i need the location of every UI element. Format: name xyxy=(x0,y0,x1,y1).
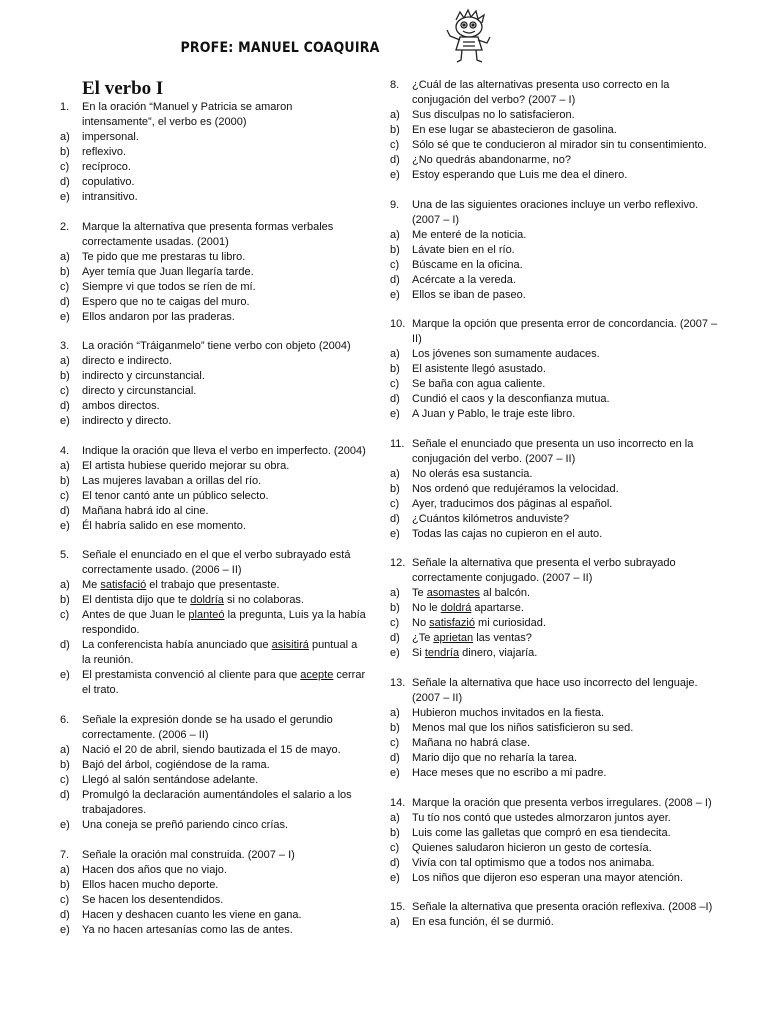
answer-option xyxy=(58,504,366,519)
option-text: El artista hubiese querido mejorar su obra. xyxy=(82,459,290,472)
answer-option xyxy=(388,646,726,661)
answer-option xyxy=(388,168,726,183)
option-text: Llegó al salón sentándose adelante. xyxy=(82,773,259,786)
question-item xyxy=(388,437,726,542)
option-text: Ellos andaron por las praderas. xyxy=(82,310,235,323)
answer-option xyxy=(388,915,726,930)
answer-option xyxy=(388,138,726,153)
option-text: No olerás esa sustancia. xyxy=(412,467,533,480)
option-text: directo e indirecto. xyxy=(82,355,172,368)
question-text xyxy=(58,548,366,578)
answer-option xyxy=(58,414,366,429)
question-prompt: Señale la expresión donde se ha usado el gerundio correctamente. (2006 – II) xyxy=(82,713,333,741)
option-letter: e) xyxy=(60,519,70,532)
option-letter: a) xyxy=(60,131,70,143)
option-text: Te asomastes al balcón. xyxy=(412,587,531,600)
option-text: indirecto y circunstancial. xyxy=(82,370,205,383)
question-item xyxy=(58,444,366,534)
answer-option xyxy=(58,773,366,788)
option-text: Él habría salido en ese momento. xyxy=(82,519,246,532)
question-prompt: Una de las siguientes oraciones incluye un verbo reflexivo. (2007 – I) xyxy=(412,198,699,226)
answer-option xyxy=(388,347,726,362)
answer-option xyxy=(388,123,726,138)
question-number: 8. xyxy=(390,79,400,91)
answer-option xyxy=(58,743,366,758)
option-text: Ellos se iban de paseo. xyxy=(412,288,526,301)
answer-option xyxy=(58,295,366,310)
question-item xyxy=(388,317,726,422)
answer-option xyxy=(388,527,726,542)
question-prompt: En la oración “Manuel y Patricia se amaron intensamente”, el verbo es (2000) xyxy=(82,101,293,128)
question-item xyxy=(58,713,366,833)
question-prompt: Señale la oración mal construida. (2007 – I) xyxy=(82,848,295,861)
option-text: ambos directos. xyxy=(82,400,160,413)
option-letter: a) xyxy=(60,355,70,368)
answer-option xyxy=(388,228,726,243)
option-letter: a) xyxy=(60,579,70,592)
question-number: 7. xyxy=(60,848,70,861)
question-text xyxy=(388,796,726,811)
answer-option xyxy=(58,265,366,280)
question-prompt: Señale la alternativa que hace uso incorrecto del lenguaje. (2007 – II) xyxy=(412,676,698,704)
option-letter: b) xyxy=(390,243,400,256)
option-text: Las mujeres lavaban a orillas del río. xyxy=(82,474,262,487)
answer-option xyxy=(58,489,366,504)
option-letter: b) xyxy=(60,474,70,487)
option-text: ¿No quedrás abandonarme, no? xyxy=(412,154,571,166)
option-text: Nos ordenó que redujéramos la velocidad. xyxy=(412,482,619,495)
answer-option xyxy=(388,586,726,601)
answer-option xyxy=(388,751,726,766)
option-letter: a) xyxy=(60,250,70,263)
option-text: Me satisfació el trabajo que presentaste. xyxy=(82,579,280,592)
answer-option xyxy=(388,108,726,123)
option-letter: c) xyxy=(60,489,70,502)
option-letter: d) xyxy=(60,639,70,652)
question-number: 14. xyxy=(390,796,406,809)
answer-option xyxy=(388,362,726,377)
option-letter: c) xyxy=(390,378,400,391)
answer-option xyxy=(58,190,366,205)
option-text: ¿Te aprietan las ventas? xyxy=(412,632,532,645)
answer-option xyxy=(58,130,366,145)
option-text: Antes de que Juan le planteó la pregunta, Luis ya la había respondido. xyxy=(82,609,366,637)
option-text: Sus disculpas no lo satisfacieron. xyxy=(412,109,575,121)
option-letter: d) xyxy=(60,908,70,921)
answer-option xyxy=(58,878,366,893)
question-text xyxy=(58,339,366,354)
option-letter: a) xyxy=(390,587,400,600)
option-text: Promulgó la declaración aumentándoles el salario a los trabajadores. xyxy=(82,788,352,816)
question-text xyxy=(58,100,366,130)
option-letter: e) xyxy=(60,415,70,428)
option-letter: c) xyxy=(390,736,400,749)
question-text xyxy=(58,444,366,459)
answer-option xyxy=(58,788,366,818)
option-letter: b) xyxy=(390,602,400,615)
option-letter: c) xyxy=(60,773,70,786)
question-text xyxy=(58,848,366,863)
option-text: El prestamista convenció al cliente para que acepte cerrar el trato. xyxy=(82,669,366,697)
option-letter: b) xyxy=(60,758,70,771)
option-letter: c) xyxy=(390,258,400,271)
option-text: A Juan y Pablo, le traje este libro. xyxy=(412,408,576,421)
question-number: 1. xyxy=(60,101,70,113)
option-text: copulativo. xyxy=(82,176,135,188)
question-item xyxy=(388,900,726,930)
answer-option xyxy=(388,841,726,856)
option-text: reflexivo. xyxy=(82,146,127,158)
option-text: Hace meses que no escribo a mi padre. xyxy=(412,766,607,779)
option-text: Estoy esperando que Luis me dea el dinero. xyxy=(412,169,628,181)
option-text: Mañana no habrá clase. xyxy=(412,736,531,749)
question-prompt: Señale la alternativa que presenta el verbo subrayado correctamente conjugado. (2007 – II) xyxy=(412,557,676,585)
answer-option xyxy=(388,243,726,258)
option-text: recíproco. xyxy=(82,161,131,173)
option-text: Acércate a la vereda. xyxy=(412,273,516,286)
answer-option xyxy=(58,175,366,190)
option-text: intransitivo. xyxy=(82,191,138,203)
option-letter: b) xyxy=(60,370,70,383)
cartoon-mascot-icon xyxy=(438,6,498,64)
answer-option xyxy=(388,407,726,422)
option-letter: a) xyxy=(390,467,400,480)
question-item xyxy=(58,100,366,205)
left-column xyxy=(58,78,366,952)
option-letter: e) xyxy=(390,169,400,181)
option-text: Ayer temía que Juan llegaría tarde. xyxy=(82,265,254,278)
question-item xyxy=(388,556,726,661)
option-text: impersonal. xyxy=(82,131,139,143)
question-number: 5. xyxy=(60,549,70,562)
option-letter: d) xyxy=(390,751,400,764)
option-letter: c) xyxy=(60,609,70,622)
answer-option xyxy=(388,706,726,721)
question-item xyxy=(388,676,726,781)
answer-option xyxy=(388,153,726,168)
option-text: No satisfazió mi curiosidad. xyxy=(412,617,546,630)
option-letter: d) xyxy=(390,393,400,406)
option-text: En esa función, él se durmió. xyxy=(412,916,554,929)
answer-option xyxy=(388,871,726,886)
option-text: Se baña con agua caliente. xyxy=(412,378,546,391)
page-title: El verbo I xyxy=(82,78,164,99)
option-text: ¿Cuántos kilómetros anduviste? xyxy=(412,512,570,525)
answer-option xyxy=(388,601,726,616)
option-letter: e) xyxy=(390,766,400,779)
option-text: El asistente llegó asustado. xyxy=(412,363,546,376)
option-text: No le doldrá apartarse. xyxy=(412,602,524,615)
option-text: Ellos hacen mucho deporte. xyxy=(82,878,219,891)
answer-option xyxy=(388,856,726,871)
answer-option xyxy=(58,608,366,638)
option-text: Nació el 20 de abril, siendo bautizada el 15 de mayo. xyxy=(82,743,341,756)
option-letter: e) xyxy=(60,191,70,203)
answer-option xyxy=(388,766,726,781)
option-letter: d) xyxy=(390,154,400,166)
question-number: 9. xyxy=(390,198,400,211)
question-item xyxy=(58,220,366,325)
question-list-right xyxy=(388,78,726,930)
question-list-left xyxy=(58,100,366,938)
option-letter: b) xyxy=(60,265,70,278)
option-text: Espero que no te caigas del muro. xyxy=(82,295,250,308)
question-number: 4. xyxy=(60,444,70,457)
question-text xyxy=(388,676,726,706)
answer-option xyxy=(58,818,366,833)
option-text: Menos mal que los niños satisficieron su sed. xyxy=(412,721,634,734)
option-letter: a) xyxy=(60,459,70,472)
option-text: El tenor cantó ante un público selecto. xyxy=(82,489,269,502)
question-prompt: Indique la oración que lleva el verbo en imperfecto. (2004) xyxy=(82,444,366,457)
question-text xyxy=(388,78,726,108)
answer-option xyxy=(388,811,726,826)
question-number: 15. xyxy=(390,901,406,914)
answer-option xyxy=(58,369,366,384)
option-text: Lávate bien en el río. xyxy=(412,243,515,256)
option-letter: a) xyxy=(390,916,400,929)
answer-option xyxy=(58,160,366,175)
option-text: Los jóvenes son sumamente audaces. xyxy=(412,348,600,361)
option-letter: b) xyxy=(390,124,400,136)
option-letter: a) xyxy=(60,863,70,876)
option-letter: e) xyxy=(60,669,70,682)
option-letter: d) xyxy=(390,273,400,286)
answer-option xyxy=(58,593,366,608)
option-text: Mario dijo que no reharía la tarea. xyxy=(412,751,578,764)
option-text: Hacen dos años que no viajo. xyxy=(82,863,227,876)
right-column xyxy=(388,78,726,945)
question-text xyxy=(388,556,726,586)
option-text: Una coneja se preñó pariendo cinco crías. xyxy=(82,818,289,831)
option-text: Bajó del árbol, cogiéndose de la rama. xyxy=(82,758,270,771)
answer-option xyxy=(388,258,726,273)
answer-option xyxy=(388,482,726,497)
answer-option xyxy=(58,384,366,399)
option-letter: c) xyxy=(60,280,70,293)
option-letter: c) xyxy=(60,385,70,398)
question-item xyxy=(58,548,366,698)
question-item xyxy=(58,339,366,429)
answer-option xyxy=(388,392,726,407)
question-text xyxy=(388,437,726,467)
option-text: Sólo sé que te conducieron al mirador sin tu consentimiento. xyxy=(412,139,707,151)
option-text: Ya no hacen artesanías como las de antes. xyxy=(82,923,293,936)
question-prompt: Señale la alternativa que presenta oración reflexiva. (2008 –I) xyxy=(412,901,713,914)
answer-option xyxy=(58,459,366,474)
option-text: directo y circunstancial. xyxy=(82,385,197,398)
option-text: Luis come las galletas que compró en esa tiendecita. xyxy=(412,826,671,839)
question-number: 13. xyxy=(390,676,406,689)
answer-option xyxy=(58,280,366,295)
answer-option xyxy=(58,250,366,265)
option-letter: b) xyxy=(390,482,400,495)
teacher-header: PROFE: MANUEL COAQUIRA xyxy=(180,40,380,56)
question-prompt: ¿Cuál de las alternativas presenta uso correcto en la conjugación del verbo? (2007 – I) xyxy=(412,79,670,106)
option-letter: e) xyxy=(60,818,70,831)
option-text: El dentista dijo que te doldría si no colaboras. xyxy=(82,594,304,607)
option-letter: e) xyxy=(390,288,400,301)
question-number: 11. xyxy=(390,437,405,450)
answer-option xyxy=(58,758,366,773)
option-letter: a) xyxy=(390,811,400,824)
question-prompt: Señale el enunciado que presenta un uso incorrecto en la conjugación del verbo. (2007 – II) xyxy=(412,437,694,465)
option-letter: c) xyxy=(390,139,400,151)
option-letter: a) xyxy=(390,109,400,121)
option-letter: b) xyxy=(390,363,400,376)
option-text: Hacen y deshacen cuanto les viene en gana. xyxy=(82,908,302,921)
option-letter: e) xyxy=(60,310,70,323)
answer-option xyxy=(58,908,366,923)
answer-option xyxy=(388,736,726,751)
option-letter: c) xyxy=(390,617,400,630)
option-letter: d) xyxy=(390,512,400,525)
question-item xyxy=(58,848,366,938)
answer-option xyxy=(58,310,366,325)
question-prompt: Marque la alternativa que presenta formas verbales correctamente usadas. (2001) xyxy=(82,220,334,248)
answer-option xyxy=(388,721,726,736)
answer-option xyxy=(388,512,726,527)
question-item xyxy=(388,198,726,303)
answer-option xyxy=(388,497,726,512)
option-letter: d) xyxy=(60,176,70,188)
question-text xyxy=(58,220,366,250)
option-letter: d) xyxy=(60,788,70,801)
answer-option xyxy=(58,923,366,938)
option-letter: e) xyxy=(390,647,400,660)
question-text xyxy=(388,900,726,915)
question-prompt: Señale el enunciado en el que el verbo subrayado está correctamente usado. (2006 – II) xyxy=(82,549,351,577)
answer-option xyxy=(58,578,366,593)
answer-option xyxy=(388,467,726,482)
question-number: 6. xyxy=(60,713,70,726)
answer-option xyxy=(388,826,726,841)
question-prompt: Marque la oración que presenta verbos irregulares. (2008 – I) xyxy=(412,796,712,809)
option-letter: a) xyxy=(60,743,70,756)
option-letter: e) xyxy=(390,871,400,884)
question-item xyxy=(388,78,726,183)
option-text: Me enteré de la noticia. xyxy=(412,228,527,241)
option-text: indirecto y directo. xyxy=(82,415,172,428)
option-text: Ayer, traducimos dos páginas al español. xyxy=(412,497,613,510)
option-letter: b) xyxy=(60,146,70,158)
option-letter: d) xyxy=(390,632,400,645)
answer-option xyxy=(58,399,366,414)
option-letter: a) xyxy=(390,348,400,361)
answer-option xyxy=(388,273,726,288)
option-letter: d) xyxy=(60,400,70,413)
option-text: Se hacen los desentendidos. xyxy=(82,893,224,906)
option-letter: b) xyxy=(390,826,400,839)
option-text: Los niños que dijeron eso esperan una mayor atención. xyxy=(412,871,683,884)
answer-option xyxy=(58,638,366,668)
option-text: Todas las cajas no cupieron en el auto. xyxy=(412,527,603,540)
option-letter: b) xyxy=(60,594,70,607)
option-letter: a) xyxy=(390,706,400,719)
answer-option xyxy=(58,893,366,908)
option-letter: e) xyxy=(390,408,400,421)
answer-option xyxy=(388,377,726,392)
option-text: Búscame en la oficina. xyxy=(412,258,523,271)
option-letter: b) xyxy=(390,721,400,734)
option-letter: e) xyxy=(390,527,400,540)
answer-option xyxy=(58,863,366,878)
answer-option xyxy=(58,519,366,534)
option-text: Quienes saludaron hicieron un gesto de cortesía. xyxy=(412,841,652,854)
option-text: Te pido que me prestaras tu libro. xyxy=(82,250,246,263)
option-text: Si tendría dinero, viajaría. xyxy=(412,647,538,660)
question-item xyxy=(388,796,726,886)
answer-option xyxy=(58,145,366,160)
option-letter: d) xyxy=(390,856,400,869)
option-letter: e) xyxy=(60,923,70,936)
question-number: 2. xyxy=(60,220,70,233)
option-text: Mañana habrá ido al cine. xyxy=(82,504,209,517)
option-text: Vivía con tal optimismo que a todos nos animaba. xyxy=(412,856,655,869)
answer-option xyxy=(388,631,726,646)
option-letter: c) xyxy=(60,161,70,173)
option-text: Cundió el caos y la desconfianza mutua. xyxy=(412,393,610,406)
option-text: Hubieron muchos invitados en la fiesta. xyxy=(412,706,604,719)
question-number: 3. xyxy=(60,340,70,353)
question-prompt: La oración “Tráiganmelo” tiene verbo con objeto (2004) xyxy=(82,340,351,353)
option-text: La conferencista había anunciado que asisitirá puntual a la reunión. xyxy=(82,639,358,667)
answer-option xyxy=(58,474,366,489)
answer-option xyxy=(58,668,366,698)
option-letter: d) xyxy=(60,295,70,308)
question-prompt: Marque la opción que presenta error de concordancia. (2007 – II) xyxy=(412,318,718,346)
option-text: Siempre vi que todos se ríen de mí. xyxy=(82,280,256,293)
question-number: 10. xyxy=(390,318,406,331)
question-text xyxy=(388,198,726,228)
option-letter: c) xyxy=(390,841,400,854)
question-text xyxy=(58,713,366,743)
option-text: Tu tío nos contó que ustedes almorzaron juntos ayer. xyxy=(412,811,671,824)
question-text xyxy=(388,317,726,347)
option-letter: c) xyxy=(390,497,400,510)
answer-option xyxy=(58,354,366,369)
option-letter: a) xyxy=(390,228,400,241)
answer-option xyxy=(388,616,726,631)
option-text: En ese lugar se abastecieron de gasolina. xyxy=(412,124,617,136)
option-letter: c) xyxy=(60,893,70,906)
option-letter: b) xyxy=(60,878,70,891)
option-letter: d) xyxy=(60,504,70,517)
answer-option xyxy=(388,288,726,303)
question-number: 12. xyxy=(390,557,406,570)
